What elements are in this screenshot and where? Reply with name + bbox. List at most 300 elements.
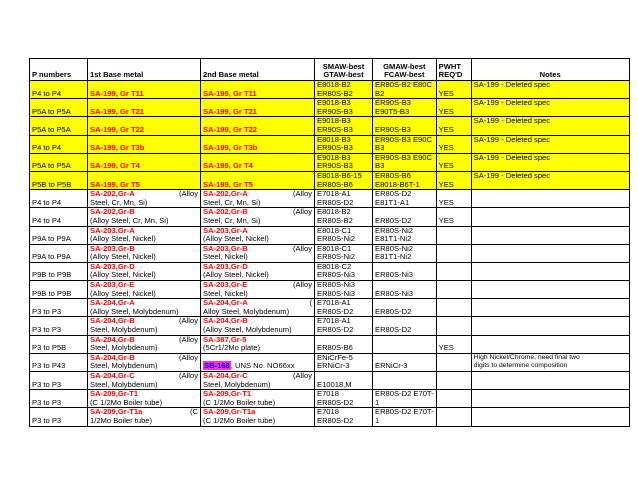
cell-notes[interactable] xyxy=(471,408,629,426)
base-metal-spec: SA-199, Gr T22 xyxy=(203,124,258,134)
table-row xyxy=(30,244,630,262)
gtaw-filler: ER90S-B3 xyxy=(317,161,353,171)
cell-first-base-metal[interactable] xyxy=(88,171,201,189)
cell-first-base-metal[interactable] xyxy=(88,390,201,408)
cell-second-base-metal[interactable] xyxy=(201,299,315,317)
cell-smaw-gtaw[interactable] xyxy=(315,372,373,390)
smaw-electrode: E8018-B6-15 xyxy=(317,171,362,180)
cell-notes[interactable] xyxy=(471,335,629,353)
base-metal-spec: SA-204,Gr-A xyxy=(90,298,135,308)
cell-p-numbers[interactable]: P9B to P9B xyxy=(30,262,88,280)
cell-notes[interactable] xyxy=(471,99,629,117)
gmaw-wire: ER80S-Ni3 xyxy=(375,288,413,298)
base-metal-spec: SA-209,Gr-T1a xyxy=(203,407,256,417)
cell-p-numbers[interactable]: P3 to P3 xyxy=(30,372,88,390)
cell-p-numbers[interactable]: P5A to P5A xyxy=(30,99,88,117)
cell-first-base-metal[interactable] xyxy=(88,81,201,99)
cell-p-numbers[interactable]: P4 to P4 xyxy=(30,208,88,226)
cell-smaw-gtaw[interactable] xyxy=(315,335,373,353)
cell-p-numbers[interactable]: P3 to P3 xyxy=(30,390,88,408)
cell-gmaw-fcaw[interactable] xyxy=(373,299,437,317)
cell-smaw-gtaw[interactable] xyxy=(315,262,373,280)
smaw-electrode: E8018-C2 xyxy=(317,262,352,271)
table-row xyxy=(30,117,630,135)
gtaw-filler: ER80S-D2 xyxy=(317,415,354,425)
gmaw-wire: ER80S-D2 xyxy=(375,215,412,225)
cell-gmaw-fcaw[interactable] xyxy=(373,99,437,117)
cell-smaw-gtaw[interactable] xyxy=(315,190,373,208)
cell-p-numbers[interactable]: P3 to P3 xyxy=(30,408,88,426)
cell-pwht[interactable] xyxy=(436,262,471,280)
notes-text: SA-199 - Deleted spec xyxy=(473,116,551,126)
cell-first-base-metal[interactable] xyxy=(88,408,201,426)
cell-pwht[interactable]: YES xyxy=(436,99,471,117)
cell-smaw-gtaw[interactable] xyxy=(315,171,373,189)
smaw-electrode: E7018-A1 xyxy=(317,316,351,326)
base-metal-spec: SA-199, Gr T4 xyxy=(203,161,253,171)
cell-smaw-gtaw[interactable] xyxy=(315,117,373,135)
cell-first-base-metal[interactable] xyxy=(88,244,201,262)
cell-first-base-metal[interactable] xyxy=(88,99,201,117)
cell-second-base-metal[interactable] xyxy=(201,372,315,390)
gmaw-wire: ER80S-Ni2 xyxy=(375,226,413,235)
table-row xyxy=(30,135,630,153)
notes-text: SA-199 - Deleted spec xyxy=(473,135,551,144)
header-pwht[interactable]: PWHT REQ'D xyxy=(436,59,471,81)
smaw-electrode: E10018,M xyxy=(317,379,352,389)
table-row xyxy=(30,153,630,171)
cell-gmaw-fcaw[interactable] xyxy=(373,81,437,99)
cell-gmaw-fcaw[interactable] xyxy=(373,317,437,335)
gtaw-filler: ER90S-B3 xyxy=(317,143,353,153)
cell-gmaw-fcaw[interactable] xyxy=(373,408,437,426)
base-metal-desc: Alloy Steel, Molybdenum) xyxy=(203,306,290,316)
cell-second-base-metal[interactable] xyxy=(201,281,315,299)
cell-pwht[interactable]: YES xyxy=(436,335,471,353)
base-metal-spec: SA-209,Gr-T1a xyxy=(90,407,143,417)
cell-notes[interactable] xyxy=(471,262,629,280)
cell-p-numbers[interactable]: P3 to P43 xyxy=(30,353,88,371)
base-metal-spec: SA-203,Gr-D xyxy=(90,262,135,271)
fcaw-wire: E90T5-B3 xyxy=(375,106,410,116)
cell-p-numbers[interactable]: P5A to P5A xyxy=(30,153,88,171)
fcaw-wire: E81T1-Ni2 xyxy=(375,234,412,244)
smaw-electrode: ENiCrFe-5 xyxy=(317,353,353,362)
base-metal-spec: SB-168 xyxy=(204,361,230,371)
smaw-electrode: E8018-B2 xyxy=(317,207,351,217)
cell-gmaw-fcaw[interactable] xyxy=(373,208,437,226)
base-metal-desc-start: (Alloy xyxy=(179,371,198,380)
table-row xyxy=(30,317,630,335)
cell-p-numbers[interactable]: P9A to P9A xyxy=(30,226,88,244)
cell-first-base-metal[interactable] xyxy=(88,153,201,171)
table-row xyxy=(30,171,630,189)
gtaw-filler: ER80S-Ni2 xyxy=(317,252,355,262)
cell-second-base-metal[interactable] xyxy=(201,408,315,426)
base-metal-desc: Steel, Molybdenum) xyxy=(90,325,158,335)
cell-gmaw-fcaw[interactable] xyxy=(373,335,437,353)
smaw-electrode: E7018-A1 xyxy=(317,298,351,308)
base-metal-spec: SA-202,Gr-A xyxy=(203,189,248,199)
gmaw-wire: ER80S-D2 E70T- xyxy=(375,407,434,417)
base-metal-spec: SA-199, Gr T4 xyxy=(90,161,140,171)
base-metal-spec: SA-199, Gr T3b xyxy=(90,143,145,153)
gtaw-filler: ER80S-Ni3 xyxy=(317,270,355,280)
table-row xyxy=(30,190,630,208)
base-metal-desc: (Alloy Steel, Molybdenum) xyxy=(203,325,292,335)
cell-notes[interactable] xyxy=(471,153,629,171)
base-metal-spec: SA-202,Gr-A xyxy=(90,189,135,199)
cell-p-numbers[interactable]: P3 to P3 xyxy=(30,299,88,317)
base-metal-spec: SA-199, Gr T5 xyxy=(90,179,140,189)
cell-smaw-gtaw[interactable] xyxy=(315,244,373,262)
header-notes[interactable]: Notes xyxy=(471,59,629,81)
base-metal-spec: SA-204,Gr-C xyxy=(90,371,135,380)
base-metal-spec: SA-199, Gr T21 xyxy=(203,106,258,116)
cell-first-base-metal[interactable] xyxy=(88,372,201,390)
cell-notes[interactable] xyxy=(471,390,629,408)
cell-pwht[interactable]: YES xyxy=(436,208,471,226)
cell-gmaw-fcaw[interactable] xyxy=(373,226,437,244)
cell-smaw-gtaw[interactable] xyxy=(315,317,373,335)
cell-smaw-gtaw[interactable] xyxy=(315,353,373,371)
gtaw-filler: ER90S-B3 xyxy=(317,124,353,134)
cell-second-base-metal[interactable] xyxy=(201,226,315,244)
gtaw-filler: ER80S-D2 xyxy=(317,397,354,407)
cell-pwht[interactable] xyxy=(436,317,471,335)
base-metal-spec: SA-204,Gr-A xyxy=(203,298,248,308)
cell-pwht[interactable]: YES xyxy=(436,153,471,171)
base-metal-spec: SA-199, Gr T3b xyxy=(203,143,258,153)
notes-line: digits to determine composition xyxy=(473,362,568,370)
cell-pwht[interactable] xyxy=(436,408,471,426)
base-metal-desc: Steel, Cr, Mn, Si) xyxy=(203,197,261,207)
cell-second-base-metal[interactable] xyxy=(201,99,315,117)
cell-notes[interactable] xyxy=(471,208,629,226)
fcaw-wire: 1 xyxy=(375,397,380,407)
gmaw-wire: ER80S-B6 xyxy=(375,171,411,180)
smaw-electrode: ER80S-B6 xyxy=(317,343,353,353)
fcaw-wire: B2 xyxy=(375,88,385,98)
cell-notes[interactable] xyxy=(471,317,629,335)
cell-smaw-gtaw[interactable] xyxy=(315,135,373,153)
smaw-electrode: E9018-B3 xyxy=(317,153,351,162)
base-metal-desc: Steel, Cr, Mn, Si) xyxy=(203,215,261,225)
base-metal-desc-start: (Alloy xyxy=(179,316,198,326)
smaw-electrode: ER80S-Ni3 xyxy=(317,280,355,290)
notes-text: SA-199 - Deleted spec xyxy=(473,98,551,108)
base-metal-desc: (Alloy Steel, Nickel) xyxy=(90,252,156,262)
header-first-base-metal[interactable]: 1st Base metal xyxy=(88,59,201,81)
notes-text: SA-199 - Deleted spec xyxy=(473,80,551,89)
smaw-electrode: E8018-C1 xyxy=(317,226,352,235)
base-metal-desc-start: (Alloy xyxy=(179,353,198,362)
base-metal-spec: SA-202,Gr-B xyxy=(90,207,135,217)
cell-gmaw-fcaw[interactable] xyxy=(373,281,437,299)
base-metal-desc-start: (Alloy xyxy=(293,244,312,253)
cell-pwht[interactable]: YES xyxy=(436,135,471,153)
base-metal-spec: SA-203,Gr-E xyxy=(90,280,135,290)
base-metal-spec: SA-202,Gr-B xyxy=(203,207,248,217)
cell-first-base-metal[interactable] xyxy=(88,226,201,244)
cell-pwht[interactable] xyxy=(436,281,471,299)
smaw-electrode: E7018 xyxy=(317,389,339,399)
cell-p-numbers[interactable]: P4 to P4 xyxy=(30,135,88,153)
gmaw-wire: ER80S-Ni2 xyxy=(375,244,413,253)
header-p-numbers[interactable]: P numbers xyxy=(30,59,88,81)
gtaw-filler: ER80S-D2 xyxy=(317,197,354,207)
cell-notes[interactable] xyxy=(471,353,629,371)
gmaw-wire: ERNiCr-3 xyxy=(375,361,408,371)
header-gmaw-fcaw[interactable]: GMAW-best FCAW-best xyxy=(373,59,437,81)
base-metal-spec: SA-203,Gr-B xyxy=(90,244,135,253)
gtaw-filler: ER80S-D2 xyxy=(317,325,354,335)
gtaw-filler: ER80S-Ni2 xyxy=(317,234,355,244)
cell-pwht[interactable] xyxy=(436,353,471,371)
cell-second-base-metal[interactable] xyxy=(201,317,315,335)
base-metal-spec: SA-203,Gr-A xyxy=(203,226,248,235)
gmaw-wire: ER80S-B2 E80C xyxy=(375,80,432,89)
base-metal-desc: (Alloy Steel, Nickel) xyxy=(90,270,156,280)
base-metal-desc: (5Cr1/2Mo plate) xyxy=(203,343,260,353)
cell-second-base-metal[interactable] xyxy=(201,390,315,408)
cell-smaw-gtaw[interactable] xyxy=(315,390,373,408)
table-row xyxy=(30,226,630,244)
cell-first-base-metal[interactable] xyxy=(88,117,201,135)
cell-second-base-metal[interactable] xyxy=(201,262,315,280)
base-metal-spec: SA-204,Gr-B xyxy=(90,353,135,362)
notes-line: High Nickel/Chrome, need final two xyxy=(473,353,580,361)
gmaw-wire: ER80S-Ni3 xyxy=(375,270,413,280)
gmaw-wire: ER90S-B3 xyxy=(375,124,411,134)
gmaw-wire: ER80S-D2 E70T- xyxy=(375,389,434,399)
smaw-electrode: E9018-B3 xyxy=(317,116,351,126)
cell-gmaw-fcaw[interactable] xyxy=(373,171,437,189)
smaw-electrode: E9018-B3 xyxy=(317,98,351,108)
cell-pwht[interactable] xyxy=(436,299,471,317)
base-metal-desc: (Alloy Steel, Nickel) xyxy=(203,270,269,280)
gmaw-wire: ER80S-D2 xyxy=(375,306,412,316)
base-metal-desc-start: (C xyxy=(189,407,198,417)
cell-notes[interactable] xyxy=(471,171,629,189)
cell-gmaw-fcaw[interactable] xyxy=(373,353,437,371)
table-row xyxy=(30,262,630,280)
base-metal-desc: (Alloy Steel, Nickel) xyxy=(90,288,156,298)
base-metal-spec: SA-203,Gr-B xyxy=(203,244,248,253)
smaw-electrode: E8018-B2 xyxy=(317,80,351,89)
gtaw-filler: ER90S-B3 xyxy=(317,106,353,116)
base-metal-desc: (Alloy Steel, Molybdenum) xyxy=(90,306,179,316)
gmaw-wire: ER80S-D2 xyxy=(375,325,412,335)
cell-first-base-metal[interactable] xyxy=(88,190,201,208)
table-row xyxy=(30,281,630,299)
cell-smaw-gtaw[interactable] xyxy=(315,81,373,99)
notes-text: SA-199 - Deleted spec xyxy=(473,171,551,180)
cell-second-base-metal[interactable] xyxy=(201,171,315,189)
cell-p-numbers[interactable]: P4 to P4 xyxy=(30,81,88,99)
cell-notes[interactable] xyxy=(471,135,629,153)
base-metal-desc: Steel, Molybdenum) xyxy=(90,379,158,389)
base-metal-spec: SA-203,Gr-E xyxy=(203,280,248,290)
fcaw-wire: B3 xyxy=(375,161,385,171)
base-metal-spec: SA-199, Gr T21 xyxy=(90,106,145,116)
base-metal-desc: (C 1/2Mo Boiler tube) xyxy=(203,415,276,425)
gmaw-wire: ER90S-B3 E90C xyxy=(375,135,432,144)
base-metal-line xyxy=(203,362,312,371)
cell-second-base-metal[interactable] xyxy=(201,244,315,262)
cell-gmaw-fcaw[interactable] xyxy=(373,117,437,135)
cell-pwht[interactable]: YES xyxy=(436,171,471,189)
fcaw-wire: E81T1-A1 xyxy=(375,197,410,207)
base-metal-spec: SA-199, Gr T22 xyxy=(90,124,145,134)
cell-notes[interactable] xyxy=(471,281,629,299)
table-row xyxy=(30,408,630,426)
base-metal-spec: SA-209,Gr-T1 xyxy=(90,389,139,399)
cell-gmaw-fcaw[interactable] xyxy=(373,190,437,208)
cell-first-base-metal[interactable] xyxy=(88,208,201,226)
cell-first-base-metal[interactable] xyxy=(88,353,201,371)
table-row xyxy=(30,81,630,99)
smaw-electrode: E7018 xyxy=(317,407,339,417)
cell-smaw-gtaw[interactable] xyxy=(315,99,373,117)
cell-second-base-metal[interactable] xyxy=(201,190,315,208)
cell-first-base-metal[interactable] xyxy=(88,281,201,299)
cell-p-numbers[interactable]: P9A to P9A xyxy=(30,244,88,262)
gtaw-filler: ERNiCr-3 xyxy=(317,361,350,371)
base-metal-desc-start: (Alloy xyxy=(293,280,312,290)
base-metal-desc: (Alloy Steel, Nickel) xyxy=(203,234,269,244)
cell-pwht[interactable] xyxy=(436,226,471,244)
header-smaw-gtaw[interactable]: SMAW-best GTAW-best xyxy=(315,59,373,81)
notes-text: SA-199 - Deleted spec xyxy=(473,153,551,162)
table-row xyxy=(30,299,630,317)
base-metal-spec: SA-204,Gr-B xyxy=(90,316,135,326)
base-metal-spec: SA-387,Gr-5 xyxy=(203,335,247,344)
base-metal-spec: SA-204,Gr-B xyxy=(203,316,248,326)
gmaw-wire: ER80S-D2 xyxy=(375,189,412,199)
smaw-electrode: E8018-B3 xyxy=(317,135,351,144)
table-row xyxy=(30,353,630,371)
cell-smaw-gtaw[interactable] xyxy=(315,226,373,244)
base-metal-desc-start: (Alloy xyxy=(293,189,312,199)
base-metal-uns: UNS No. NO66xx xyxy=(234,361,295,371)
fcaw-wire: 1 xyxy=(375,415,380,425)
cell-first-base-metal[interactable] xyxy=(88,135,201,153)
cell-p-numbers[interactable]: P9B to P9B xyxy=(30,281,88,299)
cell-notes[interactable] xyxy=(471,117,629,135)
cell-second-base-metal[interactable] xyxy=(201,153,315,171)
cell-pwht[interactable] xyxy=(436,390,471,408)
cell-p-numbers[interactable]: P5A to P5A xyxy=(30,117,88,135)
cell-notes[interactable] xyxy=(471,81,629,99)
base-metal-desc-start: (Alloy xyxy=(293,371,312,380)
base-metal-desc: (C 1/2Mo Boiler tube) xyxy=(203,397,276,407)
cell-gmaw-fcaw[interactable] xyxy=(373,135,437,153)
gmaw-wire: ER90S-B3 xyxy=(375,98,411,108)
cell-first-base-metal[interactable] xyxy=(88,335,201,353)
cell-p-numbers[interactable]: P5B to P5B xyxy=(30,171,88,189)
cell-gmaw-fcaw[interactable] xyxy=(373,372,437,390)
cell-first-base-metal[interactable] xyxy=(88,317,201,335)
cell-second-base-metal[interactable] xyxy=(201,117,315,135)
table-row xyxy=(30,372,630,390)
cell-smaw-gtaw[interactable] xyxy=(315,408,373,426)
base-metal-desc-start: ( xyxy=(309,298,312,308)
base-metal-spec: SA-199, Gr T5 xyxy=(203,179,253,189)
fcaw-wire: E81T1-Ni2 xyxy=(375,252,412,262)
comma-separator: , xyxy=(230,361,235,371)
cell-notes[interactable] xyxy=(471,226,629,244)
cell-p-numbers[interactable]: P3 to P5B xyxy=(30,335,88,353)
cell-notes[interactable] xyxy=(471,299,629,317)
smaw-electrode: E7018-A1 xyxy=(317,189,351,199)
header-second-base-metal[interactable]: 2nd Base metal xyxy=(201,59,315,81)
cell-second-base-metal[interactable] xyxy=(201,353,315,371)
base-metal-desc: (Alloy Steel, Nickel) xyxy=(90,234,156,244)
table-row xyxy=(30,99,630,117)
cell-gmaw-fcaw[interactable] xyxy=(373,262,437,280)
cell-pwht[interactable] xyxy=(436,372,471,390)
cell-pwht[interactable]: YES xyxy=(436,81,471,99)
gtaw-filler: ER80S-B6 xyxy=(317,179,353,189)
cell-first-base-metal[interactable] xyxy=(88,299,201,317)
cell-notes[interactable] xyxy=(471,372,629,390)
cell-smaw-gtaw[interactable] xyxy=(315,299,373,317)
gtaw-filler: ER80S-B2 xyxy=(317,88,353,98)
base-metal-desc-start: (Alloy xyxy=(179,189,198,199)
gtaw-filler: ER80S-Ni3 xyxy=(317,288,355,298)
cell-second-base-metal[interactable] xyxy=(201,135,315,153)
fcaw-wire: E8018-B6T-1 xyxy=(375,179,420,189)
base-metal-desc: (C 1/2Mo Boiler tube) xyxy=(90,397,163,407)
base-metal-spec: SA-204,Gr-B xyxy=(90,335,135,344)
base-metal-spec: SA-199, Gr T11 xyxy=(203,88,257,98)
base-metal-desc: Steel, Cr, Mn, Si) xyxy=(90,197,148,207)
base-metal-desc-start: (Alloy xyxy=(293,207,312,217)
cell-pwht[interactable] xyxy=(436,244,471,262)
cell-smaw-gtaw[interactable] xyxy=(315,208,373,226)
cell-notes[interactable] xyxy=(471,244,629,262)
cell-gmaw-fcaw[interactable] xyxy=(373,244,437,262)
cell-second-base-metal[interactable] xyxy=(201,208,315,226)
cell-smaw-gtaw[interactable] xyxy=(315,153,373,171)
base-metal-desc-start: (Alloy xyxy=(179,335,198,344)
cell-gmaw-fcaw[interactable] xyxy=(373,153,437,171)
cell-pwht[interactable]: YES xyxy=(436,117,471,135)
base-metal-desc: Steel, Nickel) xyxy=(203,252,248,262)
cell-first-base-metal[interactable] xyxy=(88,262,201,280)
base-metal-desc: 1/2Mo Boiler tube) xyxy=(90,415,153,425)
base-metal-spec: SA-204,Gr-C xyxy=(203,371,248,380)
smaw-electrode: E8018-C1 xyxy=(317,244,352,253)
base-metal-spec: SA-199, Gr T11 xyxy=(90,88,144,98)
cell-gmaw-fcaw[interactable] xyxy=(373,390,437,408)
cell-p-numbers[interactable]: P3 to P3 xyxy=(30,317,88,335)
fcaw-wire: B3 xyxy=(375,143,385,153)
cell-pwht[interactable]: YES xyxy=(436,190,471,208)
table-row xyxy=(30,390,630,408)
base-metal-desc: (Alloy Steel, Cr, Mn, Si) xyxy=(90,215,169,225)
base-metal-desc: Steel, Molybdenum) xyxy=(90,343,158,353)
cell-p-numbers[interactable]: P4 to P4 xyxy=(30,190,88,208)
cell-smaw-gtaw[interactable] xyxy=(315,281,373,299)
header-row xyxy=(30,59,630,81)
cell-second-base-metal[interactable] xyxy=(201,335,315,353)
cell-notes[interactable] xyxy=(471,190,629,208)
cell-second-base-metal[interactable] xyxy=(201,81,315,99)
base-metal-desc: Steel, Nickel) xyxy=(203,288,248,298)
gmaw-wire: ER90S-B3 E90C xyxy=(375,153,432,162)
